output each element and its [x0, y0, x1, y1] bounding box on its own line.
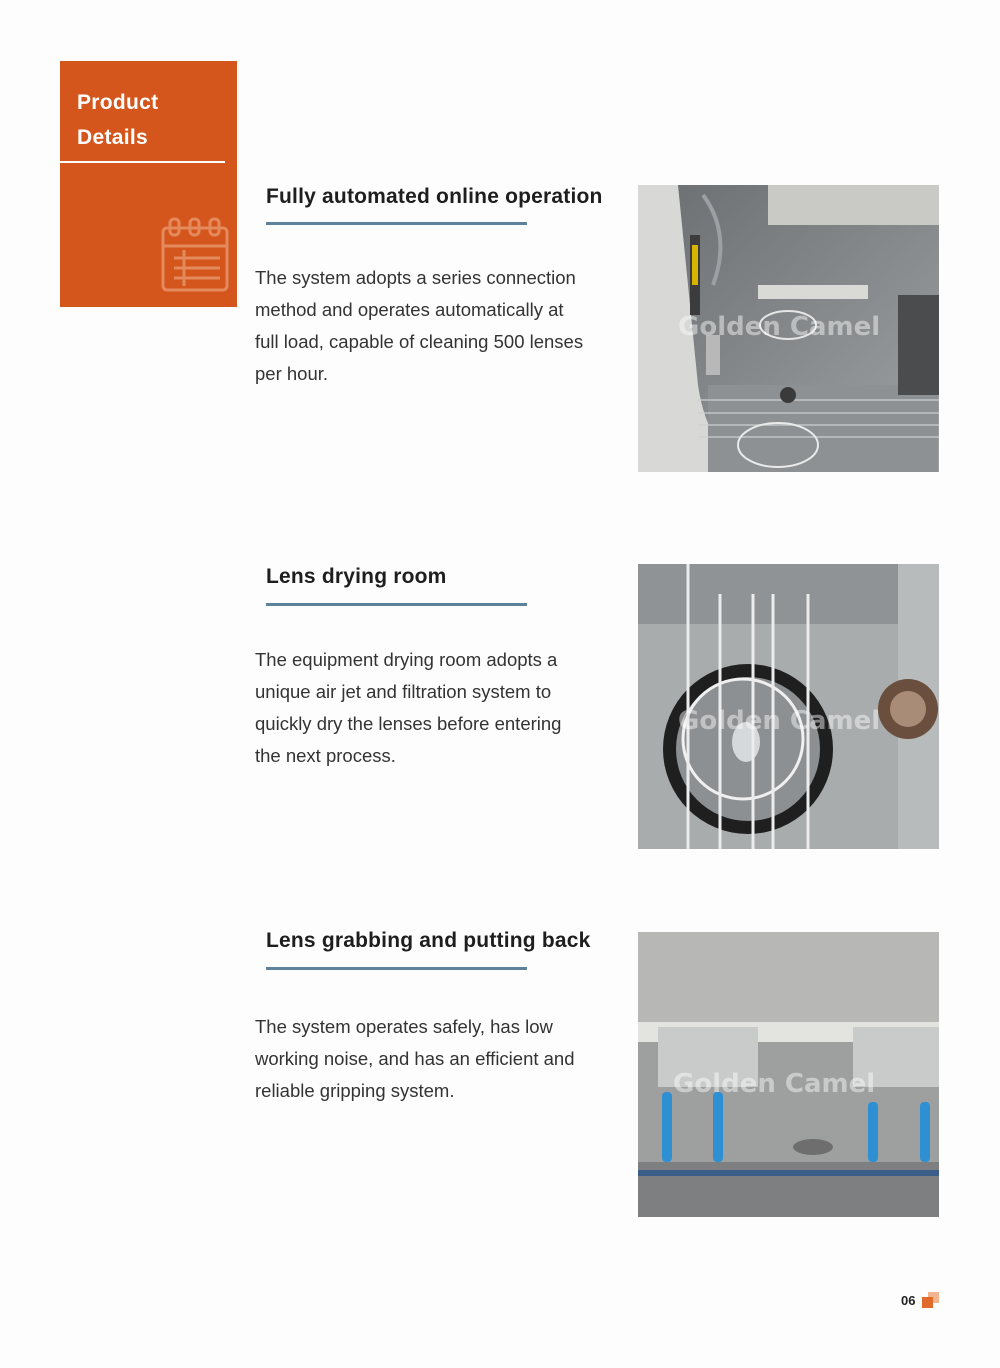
- section-title-underline: [266, 222, 527, 225]
- body-line: unique air jet and filtration system to: [255, 681, 552, 702]
- product-details-badge: [60, 61, 237, 307]
- body-line: the next process.: [255, 745, 396, 766]
- section-title: Fully automated online operation: [266, 185, 603, 208]
- photo-gripping-system: [638, 932, 939, 1217]
- body-line: full load, capable of cleaning 500 lenses: [255, 331, 584, 352]
- section-body: [255, 644, 615, 772]
- section-title-underline: [266, 967, 527, 970]
- section-title: Lens grabbing and putting back: [266, 929, 591, 952]
- badge-divider: [60, 161, 225, 163]
- body-line: quickly dry the lenses before entering: [255, 713, 562, 734]
- watermark-text: Golden Camel: [678, 706, 881, 736]
- photo-automated-line: [638, 185, 939, 472]
- photo-drying-room: [638, 564, 939, 849]
- body-line: The equipment drying room adopts a: [255, 649, 558, 670]
- body-line: reliable gripping system.: [255, 1080, 455, 1101]
- badge-title-line1: Product: [77, 91, 159, 114]
- body-line: working noise, and has an efficient and: [255, 1048, 575, 1069]
- badge-title: [77, 85, 158, 155]
- section-body: [255, 1011, 615, 1107]
- body-line: The system operates safely, has low: [255, 1016, 553, 1037]
- body-line: method and operates automatically at: [255, 299, 564, 320]
- section-body: [255, 262, 615, 390]
- section-title: Lens drying room: [266, 565, 447, 588]
- page-number: 06: [901, 1293, 916, 1308]
- body-line: The system adopts a series connection: [255, 267, 576, 288]
- page-marker-icon: [922, 1292, 940, 1308]
- section-title-underline: [266, 603, 527, 606]
- body-line: per hour.: [255, 363, 329, 384]
- watermark-text: Golden Camel: [678, 312, 881, 342]
- watermark-text: Golden Camel: [673, 1069, 876, 1099]
- badge-title-line2: Details: [77, 126, 148, 149]
- calendar-icon: [160, 216, 230, 296]
